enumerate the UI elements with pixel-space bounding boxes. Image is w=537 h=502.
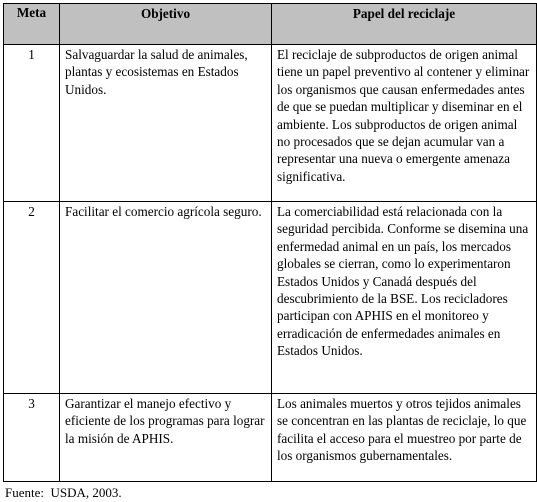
cell-papel: El reciclaje de subproductos de origen animal tiene un papel preventivo al contener y eliminar los organismos que causan enfermedades antes de que se puedan multiplicar y diseminar en el ambiente. Los subproductos de origen animal no procesados que se dejan acumular van a representar una nueva o emergente amenaza significativa. xyxy=(272,45,537,202)
header-papel: Papel del reciclaje xyxy=(272,4,537,45)
source-note: Fuente: USDA, 2003. xyxy=(5,485,122,500)
table-row xyxy=(4,45,537,202)
goals-table xyxy=(3,3,537,482)
cell-papel: Los animales muertos y otros tejidos animales se concentran en las plantas de reciclaje, lo que facilita el acceso para el muestreo por parte de los organismos gubernamentales. xyxy=(272,394,537,482)
table-header-row xyxy=(4,4,537,45)
table-row xyxy=(4,202,537,394)
header-meta: Meta xyxy=(4,4,60,45)
cell-papel: La comerciabilidad está relacionada con la seguridad percibida. Conforme se disemina una enfermedad animal en un país, los mercados globales se cierran, como lo experimentaron Estados Unidos y Canadá después del descubrimiento de la BSE. Los recicladores participan con APHIS en el monitoreo y erradicación de enfermedades animales en Estados Unidos. xyxy=(272,202,537,394)
cell-objetivo: Salvaguardar la salud de animales, plantas y ecosistemas en Estados Unidos. xyxy=(60,45,272,202)
cell-meta: 2 xyxy=(4,202,60,394)
cell-objetivo: Garantizar el manejo efectivo y eficiente de los programas para lograr la misión de APHIS. xyxy=(60,394,272,482)
table-row xyxy=(4,394,537,482)
header-objetivo: Objetivo xyxy=(60,4,272,45)
cell-objetivo: Facilitar el comercio agrícola seguro. xyxy=(60,202,272,394)
cell-meta: 1 xyxy=(4,45,60,202)
cell-meta: 3 xyxy=(4,394,60,482)
